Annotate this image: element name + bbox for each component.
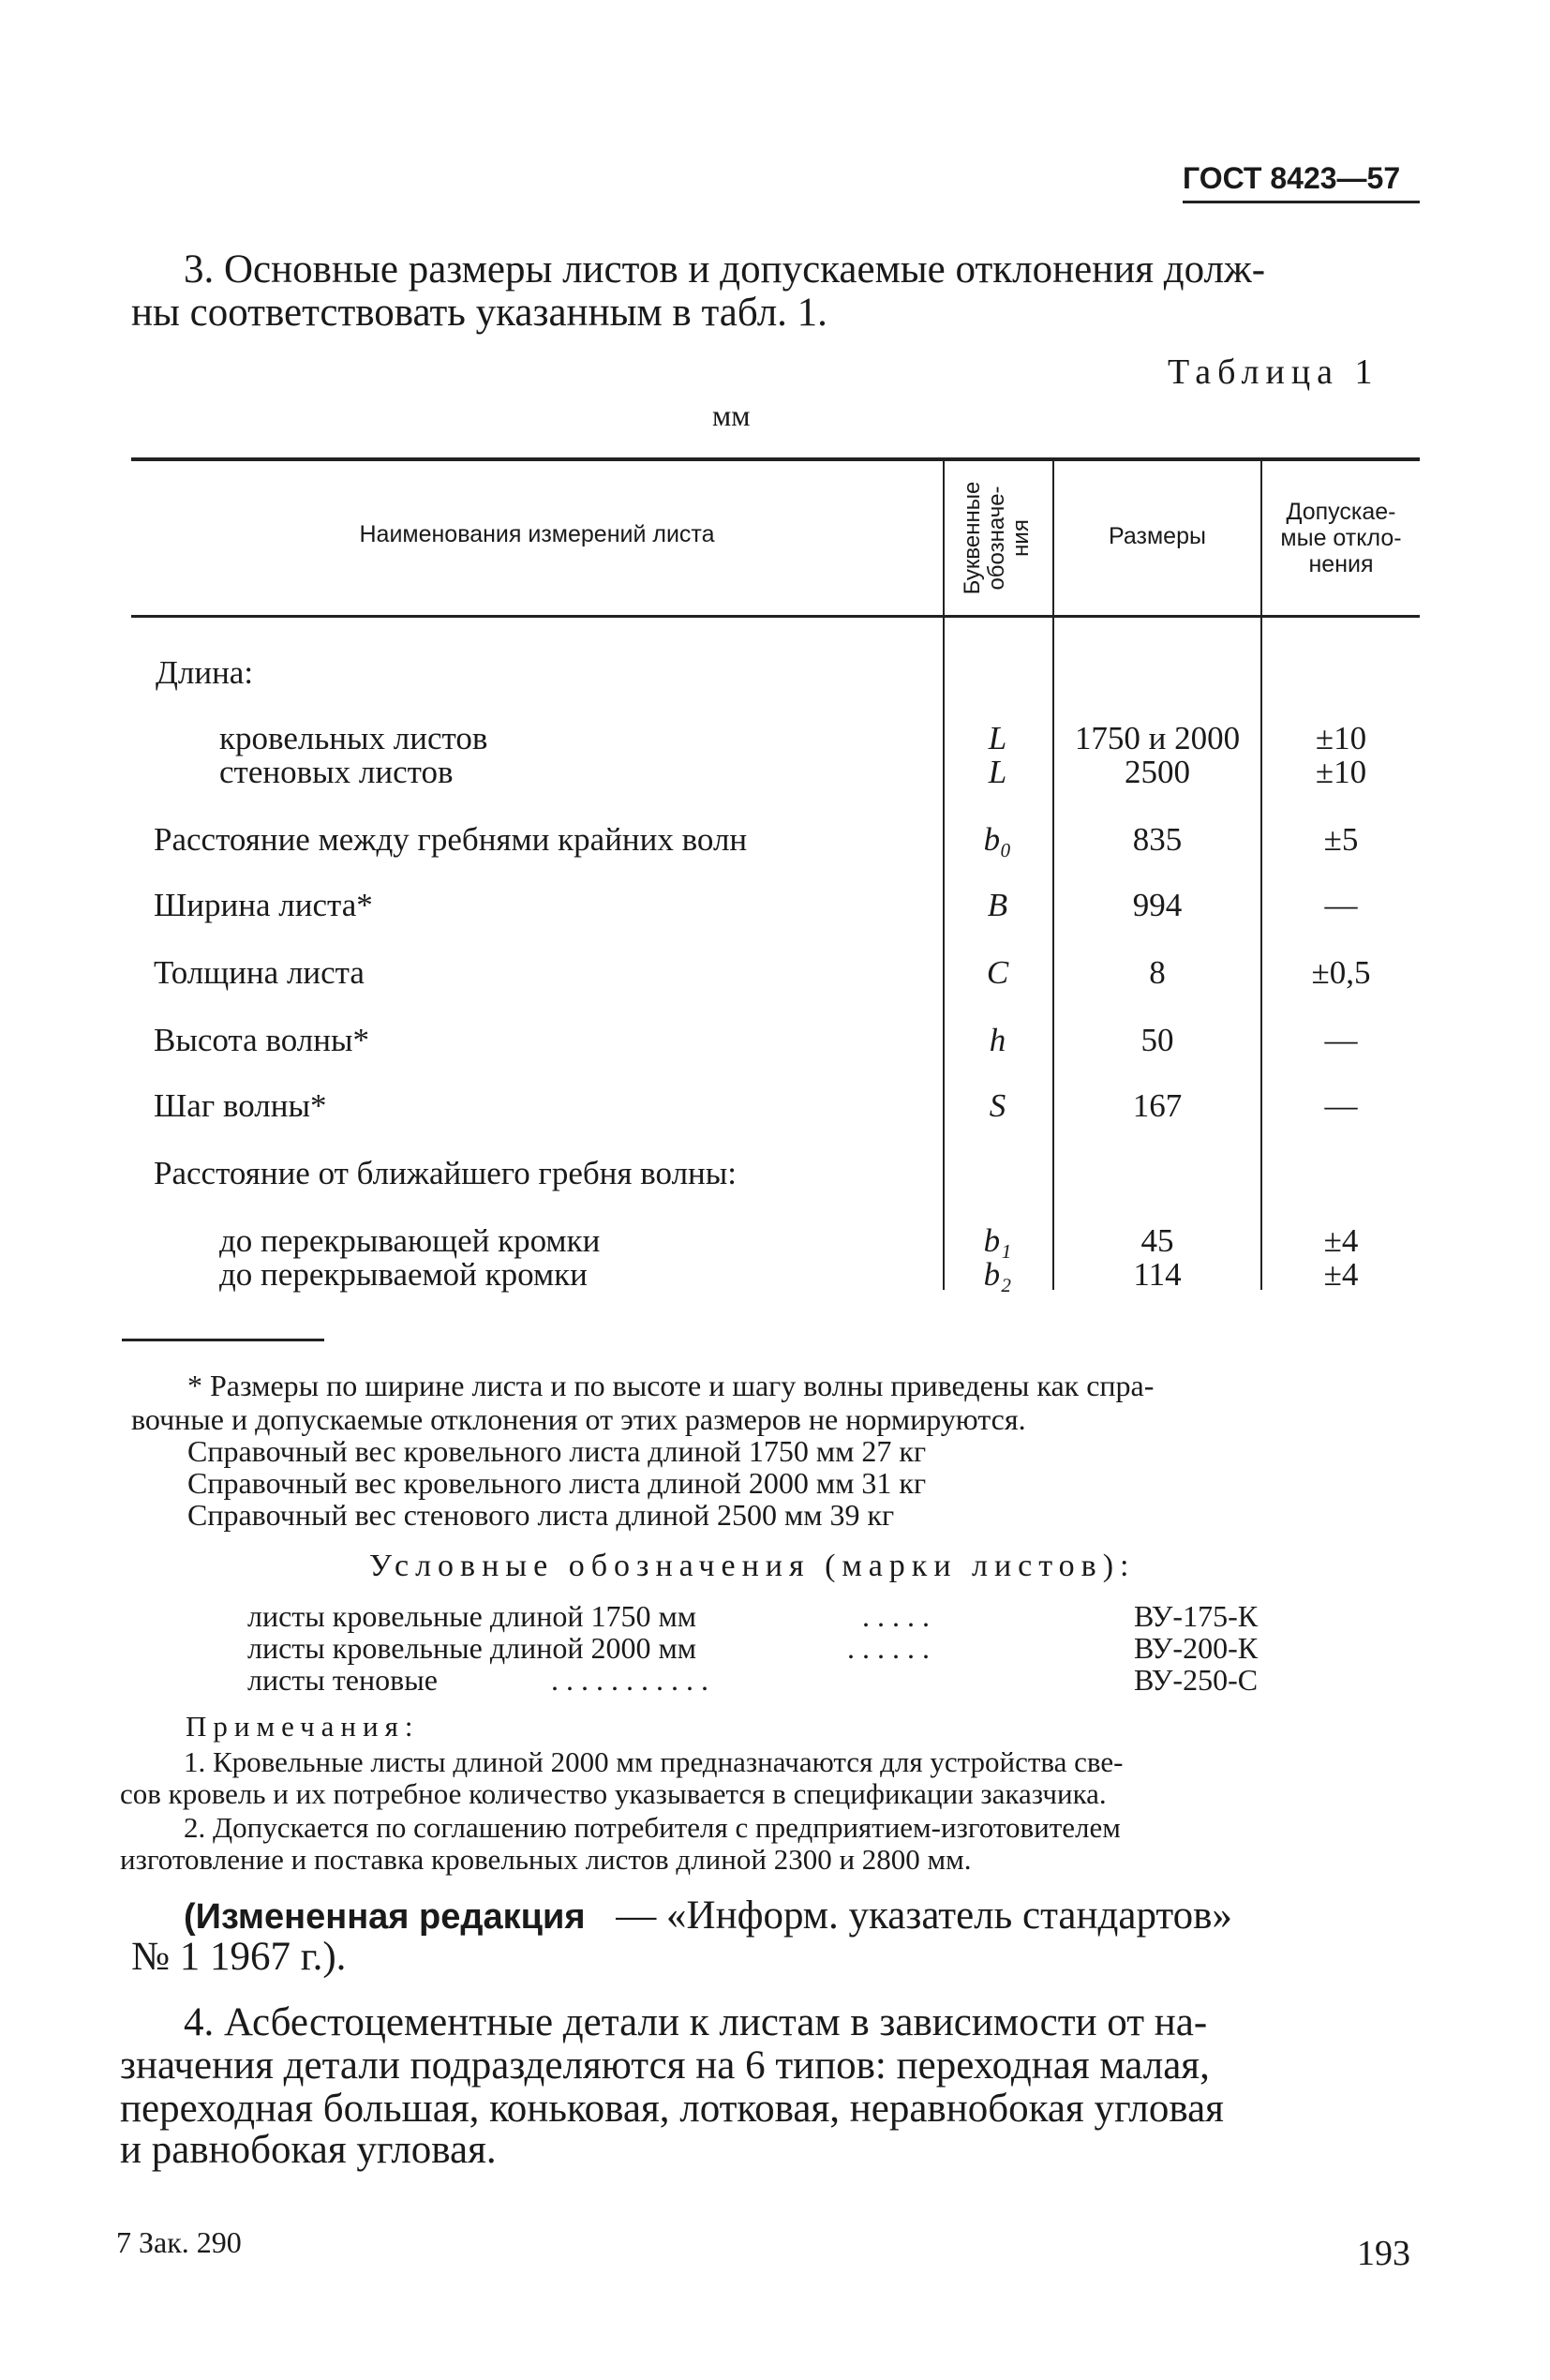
notes-title: Примечания:	[186, 1710, 420, 1743]
col-header-dev-line-3: нения	[1308, 551, 1374, 577]
row-symbol: L	[988, 720, 1007, 756]
row-deviation: ±10	[1315, 720, 1367, 756]
marks-title: Условные обозначения (марки листов):	[369, 1549, 1136, 1583]
row-deviation: ±0,5	[1311, 954, 1371, 991]
row-symbol: h	[989, 1022, 1006, 1058]
mark-item-label: листы кровельные длиной 2000 мм	[247, 1631, 696, 1665]
row-size: 994	[1132, 887, 1183, 923]
row-size: 2500	[1125, 754, 1190, 790]
col-header-sizes: Размеры	[1109, 523, 1206, 549]
note-2-line-2: изготовление и поставка кровельных листов длиной 2300 и 2800 мм.	[120, 1843, 972, 1876]
section-4-line-3: переходная большая, коньковая, лотковая, неравнобокая угловая	[120, 2087, 1224, 2131]
table-col-divider-3	[1260, 461, 1262, 1290]
row-symbol: L	[988, 754, 1007, 790]
row-deviation: ±4	[1323, 1256, 1359, 1293]
row-symbol: b₂	[983, 1256, 1012, 1293]
row-name: Шаг волны*	[154, 1087, 327, 1124]
mark-item-code: ВУ-175-К	[1134, 1599, 1259, 1633]
row-name: до перекрывающей кромки	[219, 1222, 601, 1259]
row-size: 167	[1132, 1087, 1183, 1124]
row-symbol: B	[987, 887, 1008, 923]
col-header-symbol-line-3: ния	[1008, 519, 1034, 557]
col-header-symbol-line-1: Буквенные	[960, 481, 985, 595]
col-header-symbol	[943, 461, 1052, 615]
row-name: Расстояние от ближайшего гребня волны:	[154, 1155, 738, 1191]
standard-number: ГОСТ 8423—57	[1183, 161, 1401, 195]
row-size: 8	[1149, 954, 1166, 991]
row-symbol: b₁	[983, 1222, 1012, 1259]
footnote-line-4: Справочный вес кровельного листа длиной 2000 мм 31 кг	[187, 1466, 927, 1500]
section-4-line-2: значения детали подразделяются на 6 типов: переходная малая,	[120, 2043, 1210, 2088]
row-size: 835	[1132, 821, 1183, 858]
mark-item-dots: . . . . . . . . . . .	[551, 1663, 708, 1697]
note-1-line-2: сов кровель и их потребное количество указывается в спецификации заказчика.	[120, 1777, 1107, 1810]
row-size: 114	[1133, 1256, 1182, 1293]
row-name: Длина:	[156, 654, 254, 691]
row-name: стеновых листов	[219, 754, 454, 790]
footnote-line-2: вочные и допускаемые отклонения от этих размеров не нормируются.	[131, 1402, 1026, 1436]
row-name: до перекрываемой кромки	[219, 1256, 588, 1293]
row-symbol: b₀	[983, 821, 1012, 858]
mark-item-code: ВУ-250-С	[1134, 1663, 1259, 1697]
mark-item-dots: . . . . .	[862, 1599, 930, 1633]
row-symbol: C	[986, 954, 1009, 991]
section-3-line-2: ны соответствовать указанным в табл. 1.	[131, 291, 827, 335]
section-4-line-1: 4. Асбестоцементные детали к листам в зависимости от на-	[184, 2000, 1208, 2044]
section-3-line-1: 3. Основные размеры листов и допускаемые отклонения долж-	[184, 247, 1266, 292]
mark-item-code: ВУ-200-К	[1134, 1631, 1259, 1665]
col-header-symbol-line-2: обозначе-	[984, 486, 1009, 591]
row-name: кровельных листов	[219, 720, 488, 756]
section-4-line-4: и равнобокая угловая.	[120, 2128, 497, 2172]
col-header-dev-line-1: Допускае-	[1286, 499, 1396, 525]
page-number: 193	[1357, 2234, 1410, 2273]
footnote-line-5: Справочный вес стенового листа длиной 2500 мм 39 кг	[187, 1498, 895, 1532]
footnote-rule	[122, 1339, 324, 1341]
row-size: 50	[1140, 1022, 1174, 1058]
col-header-dev-line-2: мые откло-	[1280, 525, 1402, 551]
col-header-name: Наименования измерений листа	[359, 521, 715, 547]
header-rule	[1183, 201, 1420, 203]
amendment-bold: (Измененная редакция	[184, 1897, 586, 1937]
table-col-divider-2	[1052, 461, 1054, 1290]
row-name: Высота волны*	[154, 1022, 369, 1058]
row-deviation: ±4	[1323, 1222, 1359, 1259]
row-deviation: —	[1324, 1087, 1358, 1124]
mark-item-label: листы теновые	[247, 1663, 438, 1697]
note-2-line-1: 2. Допускается по соглашению потребителя с предприятием-изготовителем	[184, 1811, 1121, 1844]
units-label: мм	[712, 398, 751, 432]
row-size: 45	[1140, 1222, 1174, 1259]
note-1-line-1: 1. Кровельные листы длиной 2000 мм предназначаются для устройства све-	[184, 1745, 1124, 1778]
footer-order-number: 7 Зак. 290	[116, 2225, 242, 2259]
row-deviation: ±5	[1323, 821, 1359, 858]
footnote-line-3: Справочный вес кровельного листа длиной 1750 мм 27 кг	[187, 1434, 927, 1468]
table-caption: Таблица 1	[1168, 352, 1379, 392]
row-size: 1750 и 2000	[1074, 720, 1241, 756]
row-name: Расстояние между гребнями крайних волн	[154, 821, 748, 858]
footnote-line-1: * Размеры по ширине листа и по высоте и шагу волны приведены как спра-	[187, 1369, 1155, 1402]
row-name: Ширина листа*	[154, 887, 373, 923]
row-deviation: —	[1324, 887, 1358, 923]
table-top-rule	[131, 457, 1420, 461]
table-header-rule	[131, 615, 1420, 618]
row-deviation: —	[1324, 1022, 1358, 1058]
col-header-deviations	[1262, 499, 1420, 577]
row-name: Толщина листа	[154, 954, 365, 991]
mark-item-dots: . . . . . .	[847, 1631, 930, 1665]
row-symbol: S	[989, 1087, 1006, 1124]
mark-item-label: листы кровельные длиной 1750 мм	[247, 1599, 696, 1633]
amendment-line-2: № 1 1967 г.).	[131, 1935, 347, 1979]
row-deviation: ±10	[1315, 754, 1367, 790]
amendment-rest: — «Информ. указатель стандартов»	[616, 1894, 1232, 1938]
